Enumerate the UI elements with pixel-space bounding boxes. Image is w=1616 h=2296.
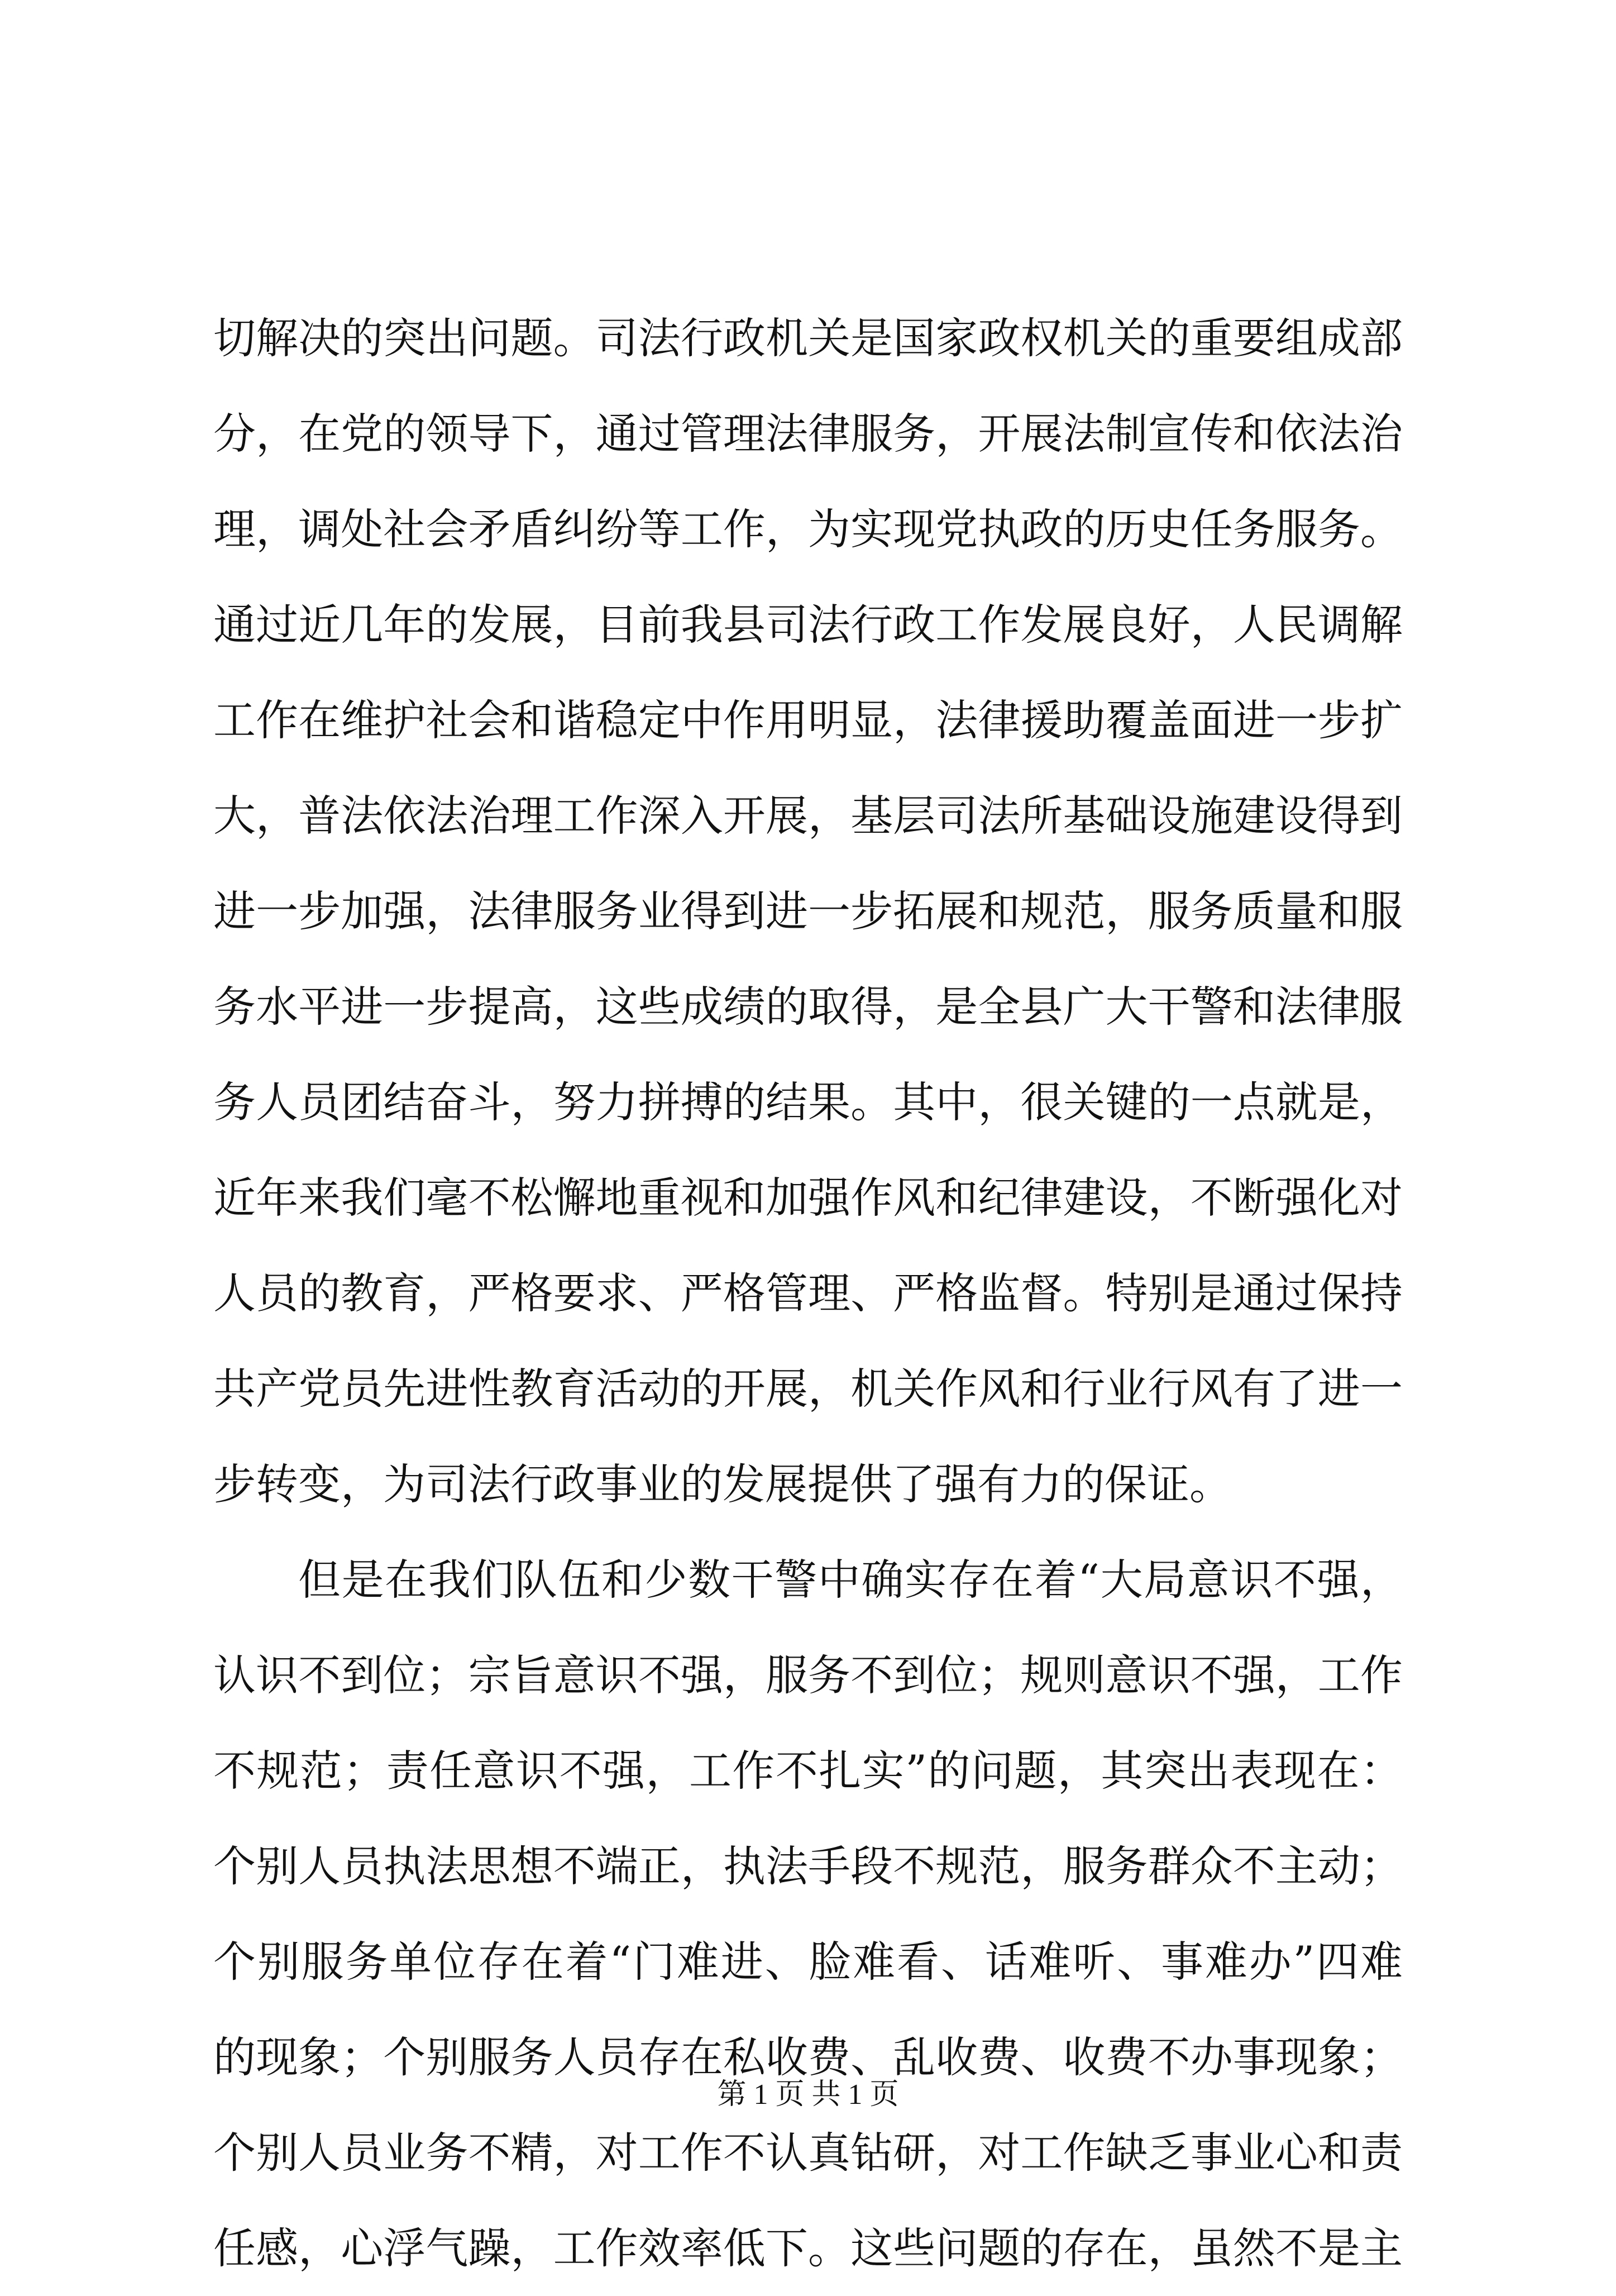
text-line: 步转变，为司法行政事业的发展提供了强有力的保证。: [213, 1459, 1232, 1509]
text-line: 认识不到位；宗旨意识不强，服务不到位；规则意识不强，工作: [213, 1650, 1403, 1700]
text-line: 理，调处社会矛盾纠纷等工作，为实现党执政的历史任务服务。: [213, 504, 1403, 554]
text-line: 大，普法依法治理工作深入开展，基层司法所基础设施建设得到: [213, 791, 1403, 841]
text-line: 任感，心浮气躁，工作效率低下。这些问题的存在，虽然不是主: [213, 2223, 1403, 2273]
text-line: 务人员团结奋斗，努力拼搏的结果。其中，很关键的一点就是，: [213, 1077, 1403, 1127]
text-line: 人员的教育，严格要求、严格管理、严格监督。特别是通过保持: [213, 1268, 1403, 1318]
paragraph-first-line: 但是在我们队伍和少数干警中确实存在着“大局意识不强，: [298, 1555, 1403, 1605]
text-line: 个别人员执法思想不端正，执法手段不规范，服务群众不主动；: [213, 1841, 1403, 1891]
text-line: 切解决的突出问题。司法行政机关是国家政权机关的重要组成部: [213, 313, 1403, 363]
body-text: [213, 290, 1403, 2296]
text-line: 不规范；责任意识不强，工作不扎实”的问题，其突出表现在：: [213, 1746, 1403, 1796]
text-line: 务水平进一步提高，这些成绩的取得，是全县广大干警和法律服: [213, 982, 1403, 1032]
page-footer: [0, 2075, 1616, 2114]
text-line: 共产党员先进性教育活动的开展，机关作风和行业行风有了进一: [213, 1364, 1403, 1414]
text-line: 工作在维护社会和谐稳定中作用明显，法律援助覆盖面进一步扩: [213, 695, 1403, 745]
text-line: 通过近几年的发展，目前我县司法行政工作发展良好，人民调解: [213, 600, 1403, 650]
text-line: 的现象；个别服务人员存在私收费、乱收费、收费不办事现象；: [213, 2032, 1403, 2082]
text-line: 近年来我们毫不松懈地重视和加强作风和纪律建设，不断强化对: [213, 1173, 1403, 1223]
page-number-label: 第 1 页 共 1 页: [717, 2079, 899, 2111]
text-line: 个别人员业务不精，对工作不认真钻研，对工作缺乏事业心和责: [213, 2128, 1403, 2178]
text-line: 进一步加强，法律服务业得到进一步拓展和规范，服务质量和服: [213, 886, 1403, 936]
text-line: 个别服务单位存在着“门难进、脸难看、话难听、事难办”四难: [213, 1937, 1403, 1987]
text-line: 分，在党的领导下，通过管理法律服务，开展法制宣传和依法治: [213, 409, 1403, 459]
